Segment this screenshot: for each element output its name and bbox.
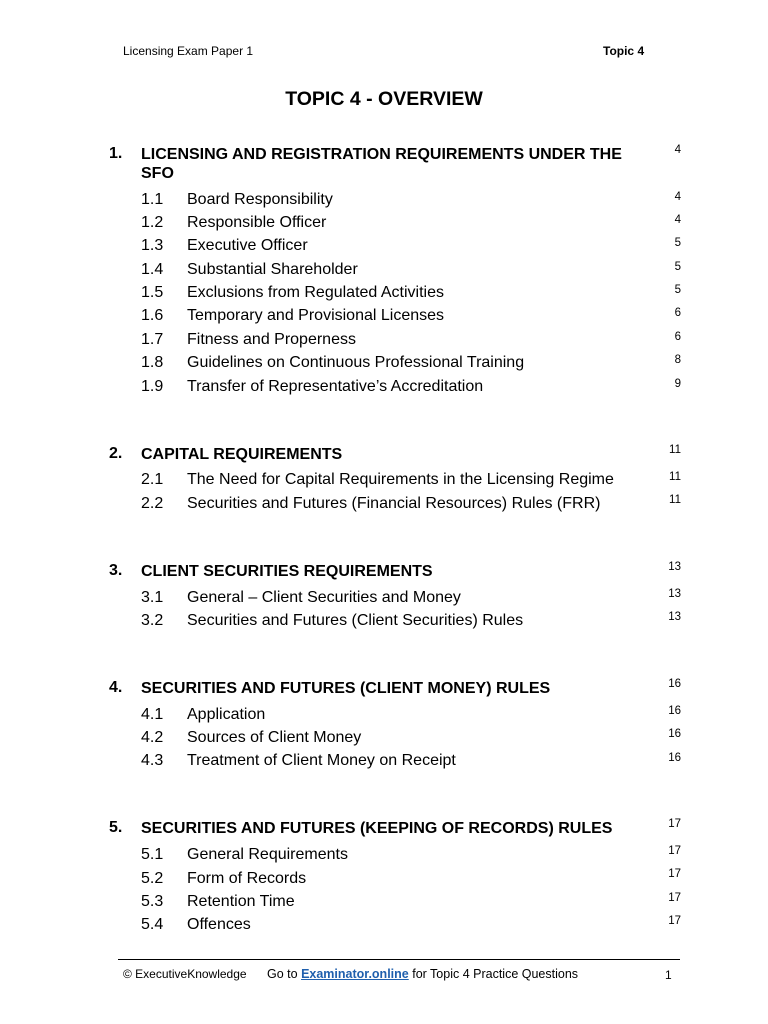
header-paper-title: Licensing Exam Paper 1 xyxy=(123,44,254,58)
section-title: SECURITIES AND FUTURES (CLIENT MONEY) RULES xyxy=(141,680,551,697)
item-title: Application xyxy=(187,706,266,723)
item-page: 16 xyxy=(668,752,681,764)
item-title: Securities and Futures (Financial Resources) Rules (FRR) xyxy=(187,495,601,512)
section-page: 13 xyxy=(668,561,681,573)
item-title: Substantial Shareholder xyxy=(187,261,358,278)
footer-divider xyxy=(118,959,680,960)
item-page: 13 xyxy=(668,588,681,600)
item-title: Fitness and Properness xyxy=(187,331,356,348)
item-title: Treatment of Client Money on Receipt xyxy=(187,752,456,769)
item-page: 6 xyxy=(674,331,681,343)
item-title: Form of Records xyxy=(187,870,307,887)
section-title: SECURITIES AND FUTURES (KEEPING OF RECORDS) RULES xyxy=(141,820,613,837)
item-page: 16 xyxy=(668,705,681,717)
item-page: 17 xyxy=(668,845,681,857)
section-page: 17 xyxy=(668,818,681,830)
section-number: 1. xyxy=(109,145,123,162)
item-number: 4.2 xyxy=(141,729,164,746)
item-title: Transfer of Representative’s Accreditation xyxy=(187,378,484,395)
item-number: 5.4 xyxy=(141,916,164,933)
examinator-link[interactable]: Examinator.online xyxy=(301,967,409,981)
footer-prefix: Go to xyxy=(267,967,298,981)
item-title: Exclusions from Regulated Activities xyxy=(187,284,444,301)
footer-copyright: © ExecutiveKnowledge xyxy=(123,967,247,981)
item-number: 5.1 xyxy=(141,846,164,863)
section-page: 11 xyxy=(669,444,681,456)
footer-page-number: 1 xyxy=(665,968,672,982)
item-title: Executive Officer xyxy=(187,237,308,254)
section-number: 3. xyxy=(109,562,123,579)
item-number: 1.5 xyxy=(141,284,164,301)
item-page: 13 xyxy=(668,611,681,623)
item-page: 4 xyxy=(674,214,681,226)
item-page: 4 xyxy=(674,191,681,203)
item-number: 3.2 xyxy=(141,612,164,629)
item-title: The Need for Capital Requirements in the Licensing Regime xyxy=(187,471,614,488)
section-title: CLIENT SECURITIES REQUIREMENTS xyxy=(141,563,433,580)
item-page: 5 xyxy=(674,284,681,296)
item-number: 2.2 xyxy=(141,495,164,512)
item-number: 1.7 xyxy=(141,331,164,348)
item-page: 9 xyxy=(674,378,681,390)
section-title: CAPITAL REQUIREMENTS xyxy=(141,446,343,463)
item-number: 4.3 xyxy=(141,752,164,769)
item-page: 11 xyxy=(669,471,681,483)
item-number: 1.9 xyxy=(141,378,164,395)
item-number: 1.6 xyxy=(141,307,164,324)
footer-suffix: for Topic 4 Practice Questions xyxy=(412,967,579,981)
page-title: TOPIC 4 - OVERVIEW xyxy=(285,88,483,110)
item-number: 2.1 xyxy=(141,471,164,488)
section-number: 4. xyxy=(109,679,123,696)
item-page: 17 xyxy=(668,892,681,904)
header-topic-label: Topic 4 xyxy=(603,44,645,58)
item-title: Retention Time xyxy=(187,893,295,910)
section-page: 4 xyxy=(674,144,681,156)
item-title: General – Client Securities and Money xyxy=(187,589,461,606)
item-number: 1.2 xyxy=(141,214,164,231)
section-page: 16 xyxy=(668,678,681,690)
item-title: Securities and Futures (Client Securities) Rules xyxy=(187,612,524,629)
item-number: 1.3 xyxy=(141,237,164,254)
item-number: 4.1 xyxy=(141,706,164,723)
section-title: LICENSING AND REGISTRATION REQUIREMENTS UNDER THE SFO xyxy=(141,146,622,182)
item-title: Responsible Officer xyxy=(187,214,327,231)
item-number: 5.3 xyxy=(141,893,164,910)
section-number: 5. xyxy=(109,819,123,836)
item-page: 6 xyxy=(674,307,681,319)
item-page: 11 xyxy=(669,494,681,506)
item-title: Sources of Client Money xyxy=(187,729,362,746)
item-number: 1.4 xyxy=(141,261,164,278)
item-page: 16 xyxy=(668,728,681,740)
item-title: Board Responsibility xyxy=(187,191,333,208)
footer-practice-note xyxy=(267,967,578,981)
item-page: 17 xyxy=(668,915,681,927)
item-page: 5 xyxy=(674,261,681,273)
item-title: General Requirements xyxy=(187,846,348,863)
item-page: 17 xyxy=(668,868,681,880)
item-title: Offences xyxy=(187,916,251,933)
item-number: 3.1 xyxy=(141,589,164,606)
item-number: 1.1 xyxy=(141,191,164,208)
item-number: 5.2 xyxy=(141,870,164,887)
item-title: Guidelines on Continuous Professional Training xyxy=(187,354,525,371)
section-number: 2. xyxy=(109,445,123,462)
item-page: 5 xyxy=(674,237,681,249)
item-page: 8 xyxy=(674,354,681,366)
item-title: Temporary and Provisional Licenses xyxy=(187,307,445,324)
item-number: 1.8 xyxy=(141,354,164,371)
